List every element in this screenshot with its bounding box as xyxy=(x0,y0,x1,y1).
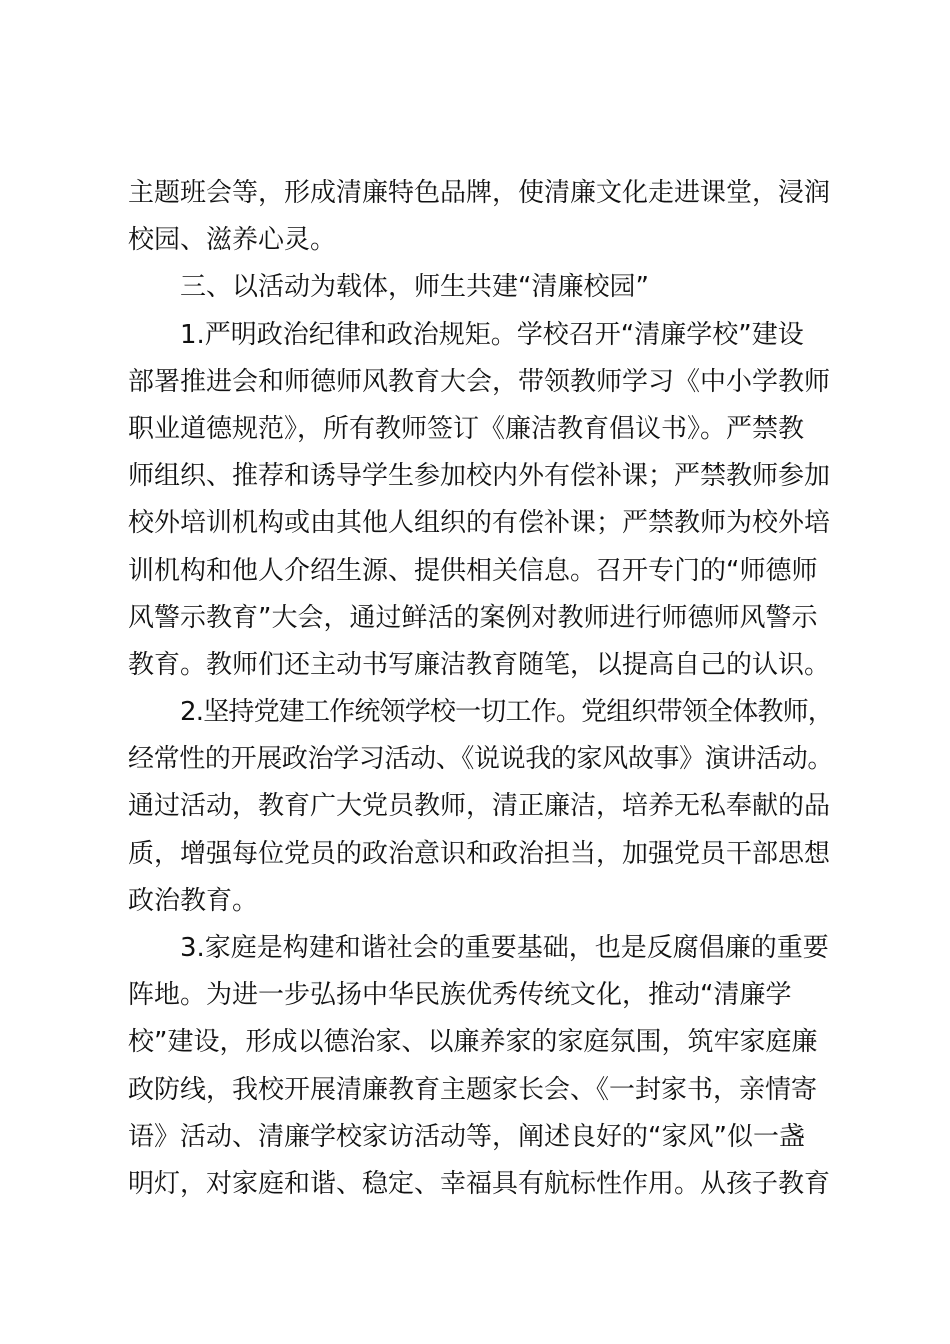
text-line: 语》活动、清廉学校家访活动等，阐述良好的“家风”似一盏 xyxy=(128,1121,805,1152)
text-line: 1.严明政治纪律和政治规矩。学校召开“清廉学校”建设 xyxy=(180,319,804,350)
text-line: 校外培训机构或由其他人组织的有偿补课；严禁教师为校外培 xyxy=(128,508,831,539)
text-line: 部署推进会和师德师风教育大会，带领教师学习《中小学教师 xyxy=(128,366,831,397)
text-line: 质，增强每位党员的政治意识和政治担当，加强党员干部思想 xyxy=(128,838,831,869)
text-line: 阵地。为进一步弘扬中华民族优秀传统文化，推动“清廉学 xyxy=(128,980,792,1011)
text-line: 教育。教师们还主动书写廉洁教育随笔，以提高自己的认识。 xyxy=(128,649,831,680)
text-line: 校园、滋养心灵。 xyxy=(128,225,337,256)
text-line: 风警示教育”大会，通过鲜活的案例对教师进行师德师风警示 xyxy=(128,602,818,633)
text-line: 通过活动，教育广大党员教师，清正廉洁，培养无私奉献的品 xyxy=(128,791,831,822)
text-line: 三、以活动为载体，师生共建“清廉校园” xyxy=(180,272,649,303)
text-line: 2.坚持党建工作统领学校一切工作。党组织带领全体教师， xyxy=(180,697,833,728)
text-line: 师组织、推荐和诱导学生参加校内外有偿补课；严禁教师参加 xyxy=(128,461,831,492)
text-line: 校”建设，形成以德治家、以廉养家的家庭氛围，筑牢家庭廉 xyxy=(128,1027,818,1058)
text-line: 明灯，对家庭和谐、稳定、幸福具有航标性作用。从孩子教育 xyxy=(128,1168,831,1199)
document-body xyxy=(128,170,833,1208)
text-line: 经常性的开展政治学习活动、《说说我的家风故事》演讲活动。 xyxy=(128,744,833,775)
text-line: 训机构和他人介绍生源、提供相关信息。召开专门的“师德师 xyxy=(128,555,818,586)
text-line: 职业道德规范》，所有教师签订《廉洁教育倡议书》。严禁教 xyxy=(128,413,805,444)
text-line: 政治教育。 xyxy=(128,885,259,916)
text-line: 主题班会等，形成清廉特色品牌，使清廉文化走进课堂，浸润 xyxy=(128,178,831,208)
text-line: 3.家庭是构建和谐社会的重要基础，也是反腐倡廉的重要 xyxy=(180,933,829,963)
text-line: 政防线，我校开展清廉教育主题家长会、《一封家书，亲情寄 xyxy=(128,1074,818,1105)
